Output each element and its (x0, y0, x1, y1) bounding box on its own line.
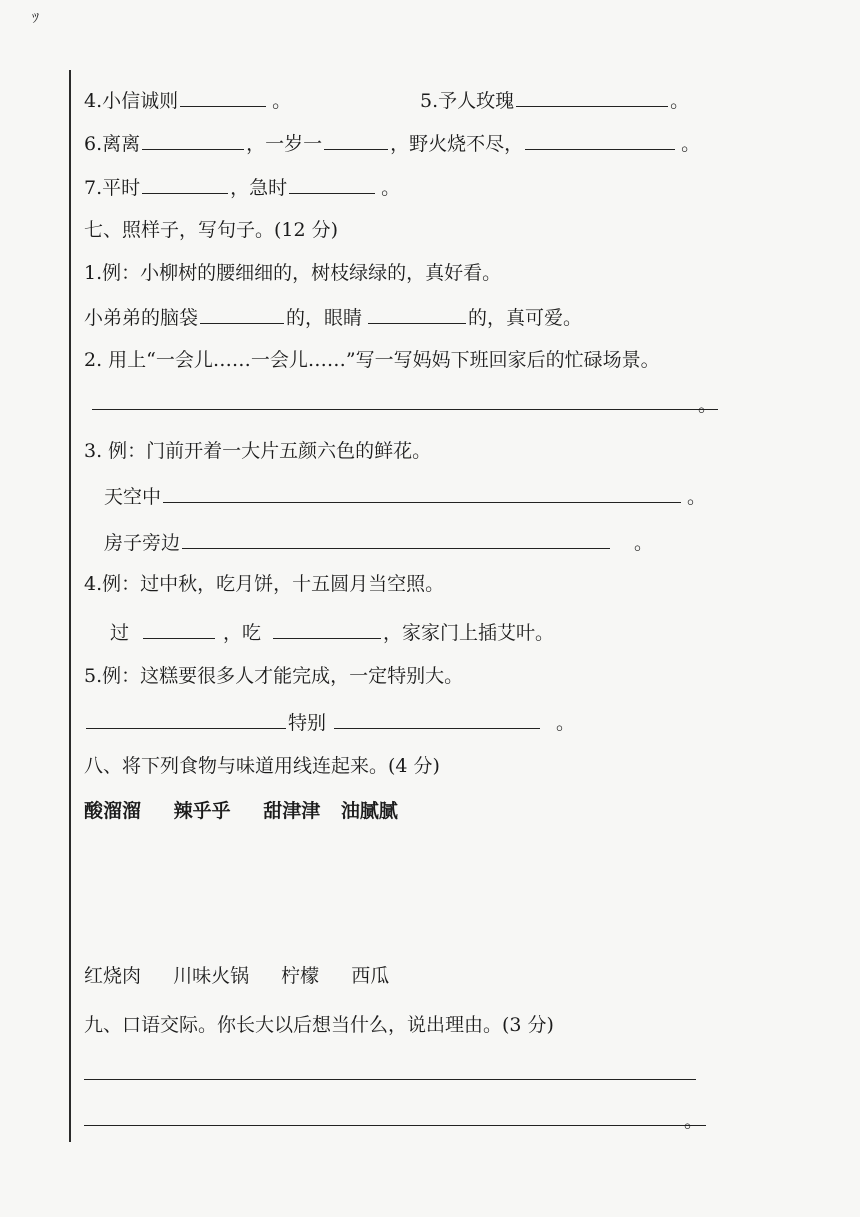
q4-end: 。 (272, 90, 292, 112)
s7-q5-example: 5.例：这糕要很多人才能完成，一定特别大。 (84, 665, 464, 687)
s7-q3-text-a: 天空中 (104, 486, 162, 508)
s7-q4-blank-1[interactable] (143, 618, 215, 639)
corner-mark: ﾂ (32, 11, 39, 27)
question-5 (420, 86, 689, 114)
section-9-title: 九、口语交际。你长大以后想当什么，说出理由。(3 分) (84, 1014, 554, 1036)
s7-q3-blank-b[interactable] (182, 528, 610, 549)
s7-q4-text-c: ，家家门上插艾叶。 (383, 622, 555, 644)
s7-q3-line-b (104, 528, 653, 556)
s9-answer-line-2[interactable] (84, 1125, 706, 1126)
q6-blank-1[interactable] (142, 129, 244, 150)
q6-end: 。 (681, 133, 701, 155)
q4-prompt: 4.小信诚则 (84, 90, 179, 112)
food-list (84, 963, 389, 989)
question-7 (84, 173, 400, 201)
taste-item[interactable]: 油腻腻 (340, 800, 398, 822)
s7-q3-end-a: 。 (687, 486, 707, 508)
q6-text: ，野火烧不尽， (390, 133, 524, 155)
s7-q3-blank-a[interactable] (163, 482, 681, 503)
q6-blank-3[interactable] (525, 129, 675, 150)
s7-q1-example: 1.例：小柳树的腰细细的，树枝绿绿的，真好看。 (84, 262, 502, 284)
s7-q4-answer (110, 618, 554, 646)
q5-end: 。 (670, 90, 690, 112)
s7-q5-blank-2[interactable] (334, 708, 540, 729)
s7-q5-blank-1[interactable] (86, 708, 286, 729)
s7-q2-end: 。 (698, 394, 718, 416)
s7-q4-example: 4.例：过中秋，吃月饼，十五圆月当空照。 (84, 573, 445, 595)
q7-mid: ，急时 (230, 177, 288, 199)
taste-item[interactable]: 酸溜溜 (84, 800, 142, 822)
margin-line (69, 70, 71, 1142)
s9-end: 。 (684, 1110, 704, 1132)
s7-q1-answer (84, 303, 582, 331)
q7-prompt: 7.平时 (84, 177, 141, 199)
s7-q3-example: 3. 例：门前开着一大片五颜六色的鲜花。 (84, 440, 432, 462)
s7-q3-line-a (104, 482, 706, 510)
q7-end: 。 (381, 177, 401, 199)
s7-q1-text-a: 小弟弟的脑袋 (84, 307, 199, 329)
q6-mid: ，一岁一 (246, 133, 323, 155)
q6-prompt: 6.离离 (84, 133, 141, 155)
s7-q3-end-b: 。 (634, 532, 654, 554)
s7-q5-answer (84, 708, 575, 736)
food-item[interactable]: 柠檬 (281, 965, 320, 987)
q4-blank[interactable] (180, 86, 266, 107)
s7-q1-text-b: 的，眼睛 (286, 307, 363, 329)
q5-blank[interactable] (516, 86, 668, 107)
s7-q4-text-b: ，吃 (223, 622, 262, 644)
s7-q5-text: 特别 (288, 712, 327, 734)
q7-blank-1[interactable] (142, 173, 228, 194)
s7-q1-text-c: 的，真可爱。 (468, 307, 583, 329)
q5-prompt: 5.予人玫瑰 (420, 90, 515, 112)
question-6 (84, 129, 700, 157)
s7-q2-answer-line[interactable] (92, 409, 718, 410)
section-8-title: 八、将下列食物与味道用线连起来。(4 分) (84, 755, 440, 777)
s7-q5-end: 。 (556, 712, 576, 734)
s9-answer-line-1[interactable] (84, 1079, 696, 1080)
taste-item[interactable]: 甜津津 (263, 800, 321, 822)
s7-q1-blank-1[interactable] (200, 303, 284, 324)
food-item[interactable]: 西瓜 (351, 965, 390, 987)
q6-blank-2[interactable] (324, 129, 388, 150)
s7-q1-blank-2[interactable] (368, 303, 466, 324)
section-7-title: 七、照样子，写句子。(12 分) (84, 219, 339, 241)
s7-q4-blank-2[interactable] (273, 618, 381, 639)
q7-blank-2[interactable] (289, 173, 375, 194)
food-item[interactable]: 红烧肉 (84, 965, 142, 987)
s7-q3-text-b: 房子旁边 (104, 532, 181, 554)
s7-q2-prompt: 2. 用上“一会儿……一会儿……”写一写妈妈下班回家后的忙碌场景。 (84, 349, 660, 371)
food-item[interactable]: 川味火锅 (173, 965, 250, 987)
taste-list (84, 798, 398, 824)
question-4 (84, 86, 291, 114)
s7-q4-text-a: 过 (110, 622, 130, 644)
taste-item[interactable]: 辣乎乎 (173, 800, 231, 822)
